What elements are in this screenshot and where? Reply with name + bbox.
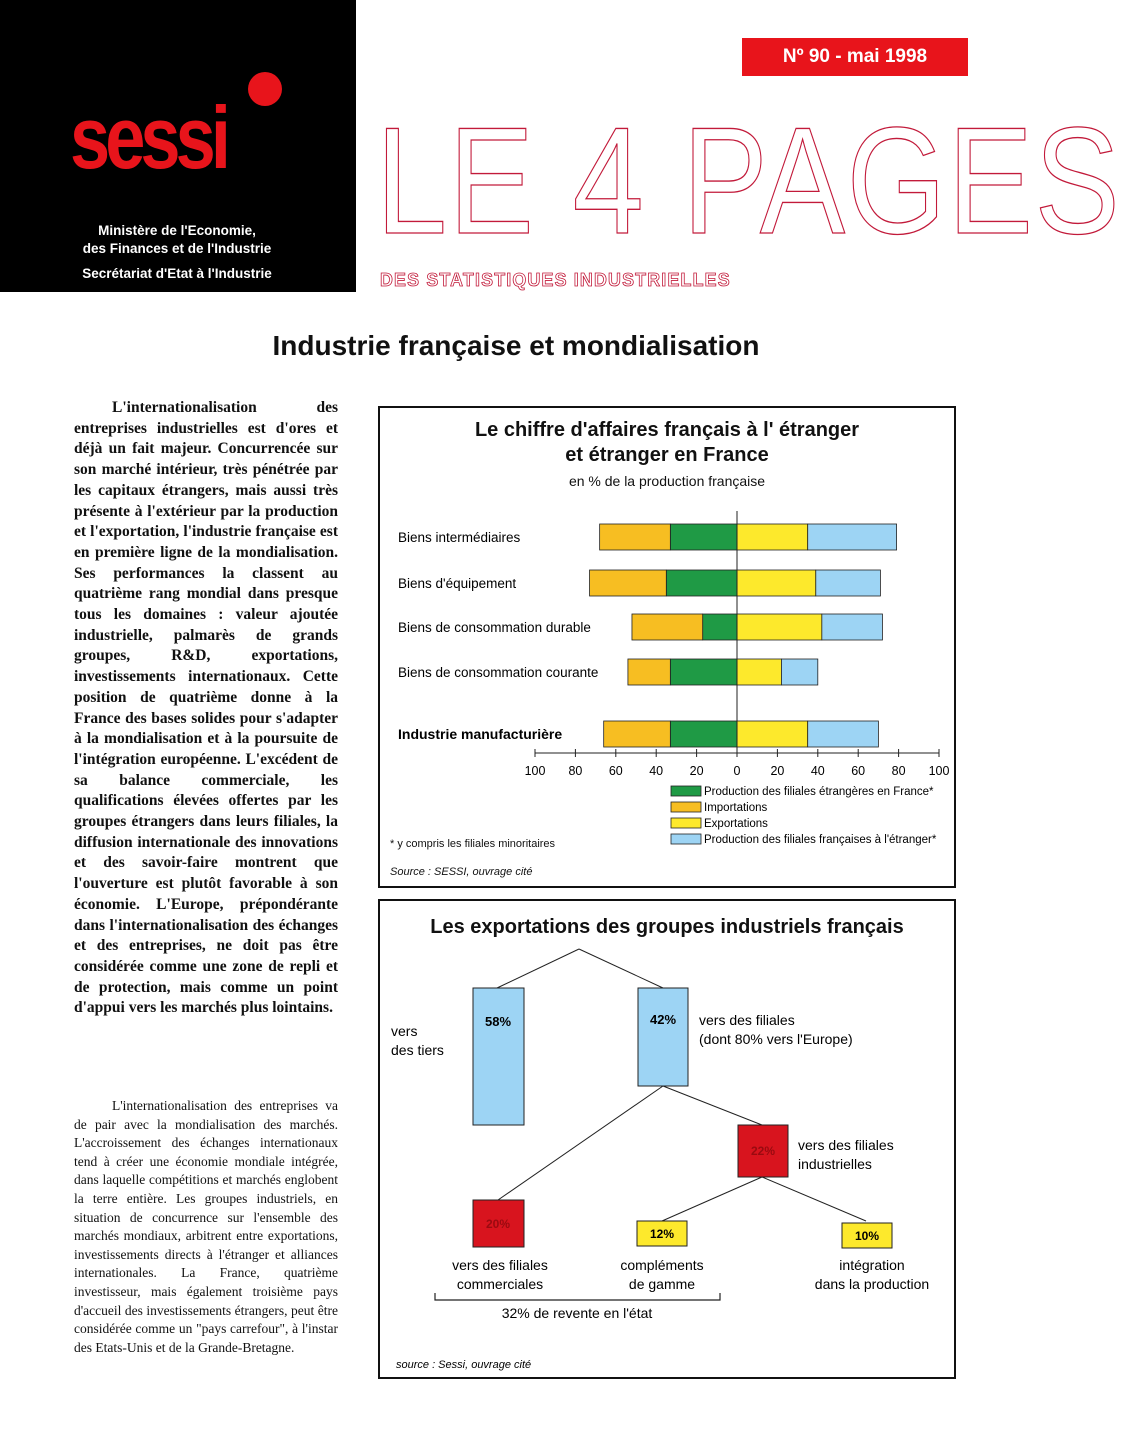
tiers-pct: 58% [484, 1014, 512, 1029]
bar [808, 721, 879, 747]
bar [590, 570, 667, 596]
chart-footnote: * y compris les filiales minoritaires [390, 838, 556, 850]
sessi-logo: sessi [70, 88, 226, 187]
chart-box [378, 406, 956, 888]
x-tick-label: 20 [689, 764, 704, 778]
bar [781, 659, 817, 685]
logo-dot-icon [248, 72, 282, 106]
chart-title-line-2: et étranger en France [565, 444, 769, 466]
commerciales-label-1: vers des filiales [452, 1257, 548, 1273]
category-label: Biens de consommation courante [398, 665, 599, 680]
chart-source: Source : SESSI, ouvrage cité [390, 866, 533, 878]
bar [670, 721, 737, 747]
ministry-name [70, 222, 284, 258]
legend-label: Exportations [704, 818, 768, 830]
chart-title-line-1: Le chiffre d'affaires français à l' étranger [474, 419, 860, 441]
x-tick-label: 60 [851, 764, 866, 778]
legend-swatch [671, 818, 701, 828]
bar [808, 524, 897, 550]
bar [737, 614, 822, 640]
diagram-box [378, 899, 956, 1379]
bar [670, 659, 737, 685]
legend-label: Importations [704, 802, 768, 814]
bar [737, 659, 781, 685]
tiers-bar [473, 988, 524, 1125]
x-tick-label: 0 [733, 764, 741, 778]
revente-bracket [435, 1293, 720, 1300]
secretariat-name: Secrétariat d'Etat à l'Industrie [82, 266, 272, 281]
legend-label: Production des filiales françaises à l'étranger* [704, 834, 937, 846]
tree-line [662, 1177, 762, 1221]
category-label: Biens d'équipement [398, 576, 517, 591]
diagram-source: source : Sessi, ouvrage cité [396, 1359, 532, 1371]
integration-label-2: dans la production [814, 1276, 930, 1292]
article-paragraph-1 [74, 398, 338, 1019]
bar [703, 614, 737, 640]
bar [666, 570, 737, 596]
x-tick-label: 80 [568, 764, 583, 778]
filiales-bar [638, 988, 688, 1086]
filiales-label-2: (dont 80% vers l'Europe) [699, 1031, 853, 1047]
x-tick-label: 40 [649, 764, 664, 778]
gamme-label-2: de gamme [628, 1276, 696, 1292]
bar [670, 524, 737, 550]
bar [822, 614, 883, 640]
revente-label: 32% de revente en l'état [501, 1305, 653, 1321]
bar [816, 570, 881, 596]
tree-line [762, 1177, 866, 1221]
industrielles-label-1: vers des filiales [798, 1137, 894, 1153]
gamme-label-1: compléments [620, 1257, 704, 1273]
export-tree-diagram [380, 901, 954, 1377]
diagram-title: Les exportations des groupes industriels français [430, 916, 904, 938]
bar [737, 570, 816, 596]
masthead [376, 96, 1121, 272]
legend-swatch [671, 834, 701, 844]
integration-pct: 10% [854, 1229, 880, 1243]
x-tick-label: 20 [770, 764, 785, 778]
ministry-line-1: Ministère de l'Economie, [98, 223, 256, 238]
article-paragraph-2 [74, 1097, 338, 1357]
gamme-pct: 12% [649, 1227, 675, 1241]
bar [737, 524, 808, 550]
category-label: Biens de consommation durable [398, 620, 591, 635]
x-tick-label: 40 [810, 764, 825, 778]
article-title: Industrie française et mondialisation [272, 330, 760, 361]
x-tick-label: 100 [524, 764, 546, 778]
bar [737, 721, 808, 747]
integration-label-1: intégration [839, 1257, 905, 1273]
chart-subtitle: en % de la production française [568, 473, 766, 489]
paragraph-2-text: L'internationalisation des entreprises va de pair avec la mondialisation des marchés. L'accroissement des échanges internationaux tend à créer une économie mondiale intégrée, dans laquelle compétitions et marchés englobent la terre entière. Les groupes industriels, en situation de concurrence sur l'ensemble des marchés mondiaux, arbitrent entre exportations, investissements directs à l'étranger et alliances internationales. La France, quatrième investisseur, mais également troisième pays d'accueil des investissements étrangers, peut être considérée comme un "pays carrefour", à l'instar des Etats-Unis et de la Grande-Bretagne. [74, 1098, 338, 1355]
bar-chart [380, 408, 954, 886]
masthead-subtitle: DES STATISTIQUES INDUSTRIELLES [380, 270, 731, 290]
sessi-logo-block [0, 0, 356, 292]
x-tick-label: 100 [928, 764, 950, 778]
bar [600, 524, 671, 550]
category-label: Industrie manufacturière [398, 726, 563, 742]
bar [604, 721, 671, 747]
tree-line [497, 949, 579, 988]
issue-badge: Nº 90 - mai 1998 [742, 38, 968, 76]
tree-line [579, 949, 663, 988]
legend-swatch [671, 802, 701, 812]
bar [628, 659, 670, 685]
bar [632, 614, 703, 640]
ministry-line-2: des Finances et de l'Industrie [82, 241, 272, 256]
commerciales-pct: 20% [485, 1217, 511, 1231]
paragraph-1-text: L'internationalisation des entreprises industrielles est d'ores et déjà un fait majeur. Concurrencée sur son marché intérieur, très pénétrée par les capitaux étrangers, mais aussi très présente à l'extérieur par la production et l'exportation, l'industrie française est en première ligne de la mondialisation. Ses performances la classent au quatrième rang mondial dans presque tous les domaines : valeur ajoutée industrielle, palmarès de grands groupes, R&D, exportations, investissements internationaux. Cette position de quatrième donne à la France des bases solides pour s'adapter à la mondialisation et à la poursuite de l'intégration européenne. L'excédent de sa balance commerciale, les qualifications élevées offertes par les groupes étrangers dans leurs filiales, la diffusion internationale des innovations et des savoir-faire montrent que l'ouverture est plutôt favorable à son économie. L'Europe, prépondérante dans l'internationalisation des échanges et des entreprises, ne doit pas être considérée comme une zone de repli et de protection, mais comme un point d'appui vers les marchés plus lointains. [74, 399, 338, 1017]
tiers-label-2: des tiers [391, 1042, 444, 1058]
industrielles-label-2: industrielles [798, 1156, 872, 1172]
x-tick-label: 80 [891, 764, 906, 778]
x-tick-label: 60 [608, 764, 623, 778]
filiales-label-1: vers des filiales [699, 1012, 795, 1028]
tree-line [663, 1086, 762, 1125]
industrielles-pct: 22% [750, 1144, 776, 1158]
filiales-pct: 42% [649, 1012, 677, 1027]
commerciales-label-2: commerciales [456, 1276, 544, 1292]
tiers-label-1: vers [391, 1023, 418, 1039]
legend-label: Production des filiales étrangères en France* [704, 786, 934, 798]
category-label: Biens intermédiaires [398, 530, 521, 545]
masthead-title: LE 4 PAGES [376, 96, 1121, 266]
legend-swatch [671, 786, 701, 796]
